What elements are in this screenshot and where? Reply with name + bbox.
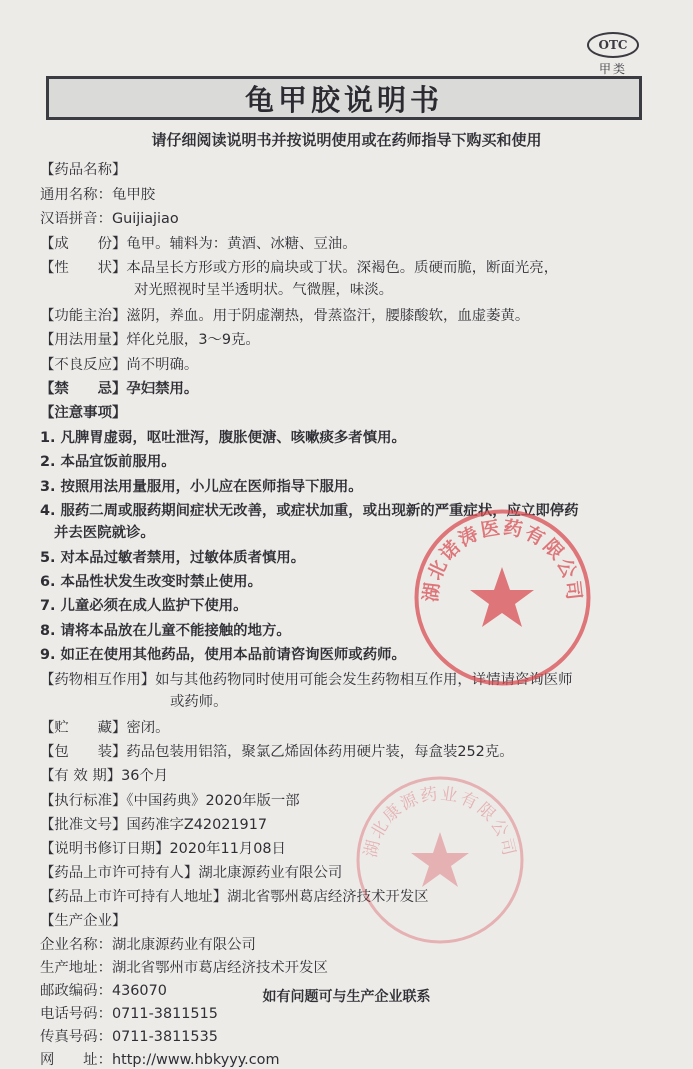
precaution-item: 9. 如正在使用其他药品，使用本品前请咨询医师或药师。 [40, 647, 406, 663]
red-seal-text: 湖北诺涛医药有限公司 [419, 516, 586, 603]
properties: 【性 状】本品呈长方形或方形的扁块或丁状。深褐色。质硬而脆，断面光亮， [40, 260, 559, 276]
otc-class: 甲类 [598, 62, 627, 76]
validity: 【有 效 期】36个月 [40, 768, 169, 784]
indications: 【功能主治】滋阴，养血。用于阴虚潮热，骨蒸盗汗，腰膝酸软，血虚萎黄。 [40, 308, 530, 324]
precaution-item: 7. 儿童必须在成人监护下使用。 [40, 598, 248, 614]
generic-name: 通用名称：龟甲胶 [40, 187, 156, 203]
subtitle: 请仔细阅读说明书并按说明使用或在药师指导下购买和使用 [151, 131, 542, 149]
precaution-item: 4. 服药二周或服药期间症状无改善，或症状加重，或出现新的严重症状，应立即停药 [40, 503, 579, 519]
interactions: 【药物相互作用】如与其他药物同时使用可能会发生药物相互作用，详情请咨询医师 [40, 672, 573, 688]
pinyin-name: 汉语拼音：Guijiajiao [40, 211, 179, 227]
faint-seal-star [411, 832, 469, 887]
page-title: 龟甲胶说明书 [244, 82, 443, 117]
adverse-reactions: 【不良反应】尚不明确。 [40, 357, 199, 373]
license-holder-address: 【药品上市许可持有人地址】湖北省鄂州葛店经济技术开发区 [40, 889, 429, 905]
package: 【包 装】药品包装用铝箔，聚氯乙烯固体药用硬片装，每盒装252克。 [40, 744, 514, 760]
approval-number: 【批准文号】国药准字Z42021917 [40, 817, 268, 833]
manufacturer-name: 企业名称：湖北康源药业有限公司 [40, 937, 256, 953]
otc-badge [585, 32, 641, 77]
drug-name-header: 【药品名称】 [40, 162, 127, 178]
license-holder: 【药品上市许可持有人】湖北康源药业有限公司 [40, 865, 343, 881]
faint-seal-stamp [350, 770, 530, 950]
red-seal-stamp [410, 505, 595, 690]
precaution-item: 2. 本品宜饭前服用。 [40, 454, 176, 470]
faint-seal-text: 湖北康源药业有限公司 [360, 784, 520, 860]
precaution-item: 3. 按照用法用量服用，小儿应在医师指导下服用。 [40, 479, 363, 495]
precautions-header: 【注意事项】 [40, 405, 127, 421]
contraindications: 【禁 忌】孕妇禁用。 [40, 381, 199, 397]
manufacturer-address: 生产地址：湖北省鄂州市葛店经济技术开发区 [40, 960, 328, 976]
precaution-item-cont: 并去医院就诊。 [54, 525, 155, 541]
revision-date: 【说明书修订日期】2020年11月08日 [40, 841, 286, 857]
red-seal-star [470, 567, 534, 627]
website: 网 址：http://www.hbkyyy.com [40, 1052, 280, 1068]
postal-code: 邮政编码：436070 [40, 983, 167, 999]
ingredients: 【成 份】龟甲。辅料为：黄酒、冰糖、豆油。 [40, 236, 357, 252]
storage: 【贮 藏】密闭。 [40, 720, 170, 736]
interactions-cont: 或药师。 [170, 694, 228, 710]
standard: 【执行标准】《中国药典》2020年版一部 [40, 793, 300, 809]
precaution-item: 1. 凡脾胃虚弱，呕吐泄泻，腹胀便溏、咳嗽痰多者慎用。 [40, 430, 406, 446]
fax-number: 传真号码：0711-3811535 [40, 1029, 218, 1045]
properties-cont: 对光照视时呈半透明状。气微腥，味淡。 [134, 282, 394, 298]
phone-number: 电话号码：0711-3811515 [40, 1006, 218, 1022]
precaution-item: 5. 对本品过敏者禁用，过敏体质者慎用。 [40, 550, 306, 566]
otc-label: OTC [587, 32, 639, 58]
manufacturer-header: 【生产企业】 [40, 913, 127, 929]
footer-note: 如有问题可与生产企业联系 [262, 989, 431, 1005]
dosage: 【用法用量】烊化兑服，3～9克。 [40, 332, 260, 348]
title-box [46, 76, 642, 120]
precaution-item: 6. 本品性状发生改变时禁止使用。 [40, 574, 262, 590]
precaution-item: 8. 请将本品放在儿童不能接触的地方。 [40, 623, 291, 639]
